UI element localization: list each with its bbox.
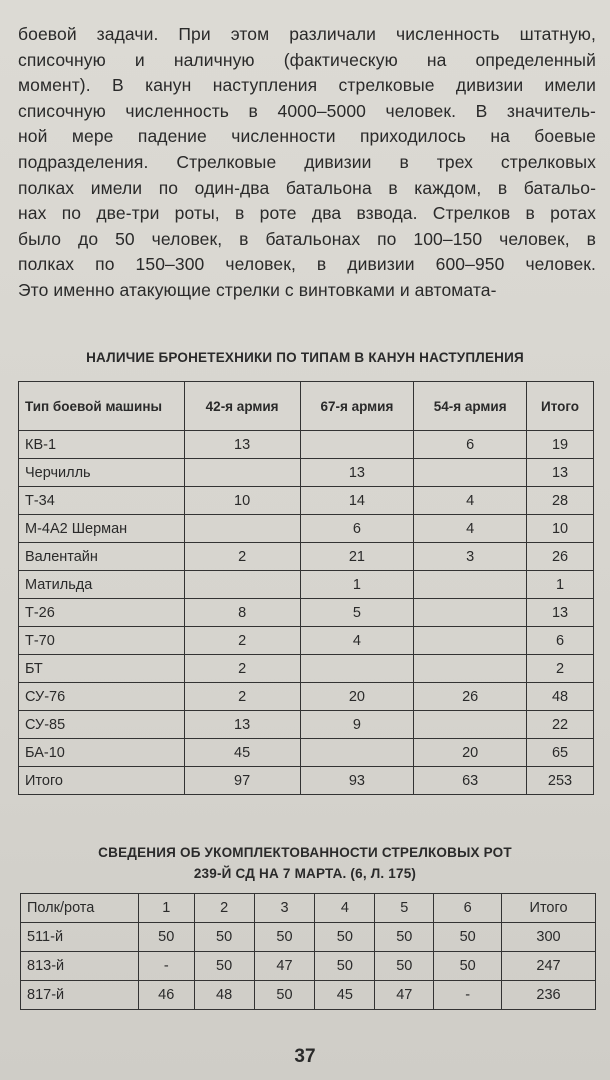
row-label-cell: 817-й (21, 981, 139, 1010)
value-cell: 4 (414, 515, 527, 543)
value-cell: 13 (527, 599, 594, 627)
value-cell (184, 515, 300, 543)
value-cell: 13 (300, 459, 414, 487)
value-cell: 1 (527, 571, 594, 599)
value-cell: 45 (315, 981, 375, 1010)
value-cell: 63 (414, 767, 527, 795)
row-label-cell: Т-26 (19, 599, 185, 627)
value-cell: 9 (300, 711, 414, 739)
value-cell: 48 (527, 683, 594, 711)
armor-table (18, 381, 594, 795)
value-cell: 14 (300, 487, 414, 515)
value-cell: 236 (502, 981, 596, 1010)
value-cell: 47 (375, 981, 434, 1010)
value-cell: 4 (414, 487, 527, 515)
text-line: списочную и наличную (фактическую на определенный (18, 49, 596, 70)
value-cell: 4 (300, 627, 414, 655)
value-cell (184, 459, 300, 487)
value-cell (300, 655, 414, 683)
value-cell: 2 (527, 655, 594, 683)
value-cell: 50 (375, 952, 434, 981)
value-cell: 8 (184, 599, 300, 627)
row-label-cell: СУ-85 (19, 711, 185, 739)
row-label-cell: М-4А2 Шерман (19, 515, 185, 543)
value-cell: 10 (184, 487, 300, 515)
value-cell: 3 (414, 543, 527, 571)
row-label-cell: СУ-76 (19, 683, 185, 711)
value-cell: 2 (184, 655, 300, 683)
table-row (19, 515, 594, 543)
value-cell: 65 (527, 739, 594, 767)
value-cell: 20 (300, 683, 414, 711)
value-cell (414, 627, 527, 655)
value-cell: 13 (184, 431, 300, 459)
table-row (19, 459, 594, 487)
value-cell: 22 (527, 711, 594, 739)
value-cell: 50 (434, 952, 502, 981)
value-cell (300, 431, 414, 459)
value-cell: 50 (434, 923, 502, 952)
page-number: 37 (294, 1046, 316, 1067)
table-row (19, 739, 594, 767)
value-cell: 47 (254, 952, 315, 981)
value-cell (414, 571, 527, 599)
value-cell (414, 655, 527, 683)
row-label-cell: Матильда (19, 571, 185, 599)
value-cell: 46 (138, 981, 194, 1010)
value-cell: 13 (527, 459, 594, 487)
value-cell: 6 (527, 627, 594, 655)
table-row (21, 952, 596, 981)
value-cell (414, 711, 527, 739)
value-cell: 50 (138, 923, 194, 952)
body-paragraph (18, 22, 596, 304)
table-row (19, 655, 594, 683)
header-cell: 42-я армия (184, 382, 300, 431)
value-cell: 1 (300, 571, 414, 599)
value-cell: 6 (414, 431, 527, 459)
value-cell: 28 (527, 487, 594, 515)
row-label-cell: БТ (19, 655, 185, 683)
value-cell: 50 (315, 923, 375, 952)
value-cell: 2 (184, 627, 300, 655)
text-line: подразделения. Стрелковые дивизии в трех стрелковых (18, 151, 596, 172)
header-cell: 54-я армия (414, 382, 527, 431)
table-row (19, 683, 594, 711)
text-line: было до 50 человек, в батальонах по 100–150 человек, в (18, 228, 596, 249)
value-cell: 19 (527, 431, 594, 459)
header-cell: 3 (254, 894, 315, 923)
table-row (19, 599, 594, 627)
value-cell: 247 (502, 952, 596, 981)
row-label-cell: КВ-1 (19, 431, 185, 459)
value-cell (184, 571, 300, 599)
value-cell: 45 (184, 739, 300, 767)
value-cell (414, 459, 527, 487)
value-cell: 2 (184, 543, 300, 571)
value-cell: 48 (194, 981, 254, 1010)
row-label-cell: Итого (19, 767, 185, 795)
text-line: Это именно атакующие стрелки с винтовками и автомата- (18, 279, 497, 300)
row-label-cell: Т-34 (19, 487, 185, 515)
header-cell: 67-я армия (300, 382, 414, 431)
table-row (19, 543, 594, 571)
value-cell: 10 (527, 515, 594, 543)
table2-title-line2: 239-Й СД НА 7 МАРТА. (6, Л. 175) (193, 866, 417, 881)
table-row (19, 627, 594, 655)
text-line: боевой задачи. При этом различали численность штатную, (18, 24, 596, 44)
table-row (19, 767, 594, 795)
header-cell: Тип боевой машины (19, 382, 185, 431)
table-row (19, 571, 594, 599)
value-cell: 50 (315, 952, 375, 981)
header-cell: 5 (375, 894, 434, 923)
value-cell (300, 739, 414, 767)
text-line: списочную численность в 4000–5000 человек. В значитель- (18, 100, 596, 121)
header-cell: Итого (527, 382, 594, 431)
header-cell: 1 (138, 894, 194, 923)
row-label-cell: Валентайн (19, 543, 185, 571)
value-cell: 50 (194, 923, 254, 952)
header-cell: 4 (315, 894, 375, 923)
value-cell: 253 (527, 767, 594, 795)
text-line: ной мере падение численности приходилось на боевые (18, 126, 596, 147)
table-header-row (19, 382, 594, 431)
rifle-companies-table (20, 893, 596, 1010)
value-cell (414, 599, 527, 627)
text-line: полках имели по один-два батальона в каждом, в батальо- (18, 177, 596, 198)
table-header-row (21, 894, 596, 923)
text-line: полках по 150–300 человек, в дивизии 600–950 человек. (18, 254, 596, 275)
value-cell: 6 (300, 515, 414, 543)
value-cell: 300 (502, 923, 596, 952)
header-cell: Полк/рота (21, 894, 139, 923)
row-label-cell: 813-й (21, 952, 139, 981)
row-label-cell: Т-70 (19, 627, 185, 655)
value-cell: 50 (375, 923, 434, 952)
value-cell: 13 (184, 711, 300, 739)
row-label-cell: Черчилль (19, 459, 185, 487)
table-row (21, 923, 596, 952)
header-cell: 2 (194, 894, 254, 923)
text-line: нах по две-три роты, в роте два взвода. Стрелков в ротах (18, 203, 596, 224)
value-cell: 50 (194, 952, 254, 981)
value-cell: 97 (184, 767, 300, 795)
value-cell: 26 (414, 683, 527, 711)
value-cell: 93 (300, 767, 414, 795)
value-cell: 2 (184, 683, 300, 711)
row-label-cell: БА-10 (19, 739, 185, 767)
value-cell: 20 (414, 739, 527, 767)
row-label-cell: 511-й (21, 923, 139, 952)
table-row (19, 487, 594, 515)
value-cell: 26 (527, 543, 594, 571)
table-row (19, 711, 594, 739)
header-cell: 6 (434, 894, 502, 923)
table-row (21, 981, 596, 1010)
value-cell: 50 (254, 981, 315, 1010)
value-cell: 50 (254, 923, 315, 952)
text-line: момент). В канун наступления стрелковые дивизии имели (18, 75, 596, 96)
header-cell: Итого (502, 894, 596, 923)
value-cell: - (434, 981, 502, 1010)
table2-title-line1: СВЕДЕНИЯ ОБ УКОМПЛЕКТОВАННОСТИ СТРЕЛКОВЫХ РОТ (98, 845, 512, 860)
table1-title: НАЛИЧИЕ БРОНЕТЕХНИКИ ПО ТИПАМ В КАНУН НАСТУПЛЕНИЯ (86, 350, 524, 365)
value-cell: - (138, 952, 194, 981)
table-row (19, 431, 594, 459)
value-cell: 21 (300, 543, 414, 571)
value-cell: 5 (300, 599, 414, 627)
